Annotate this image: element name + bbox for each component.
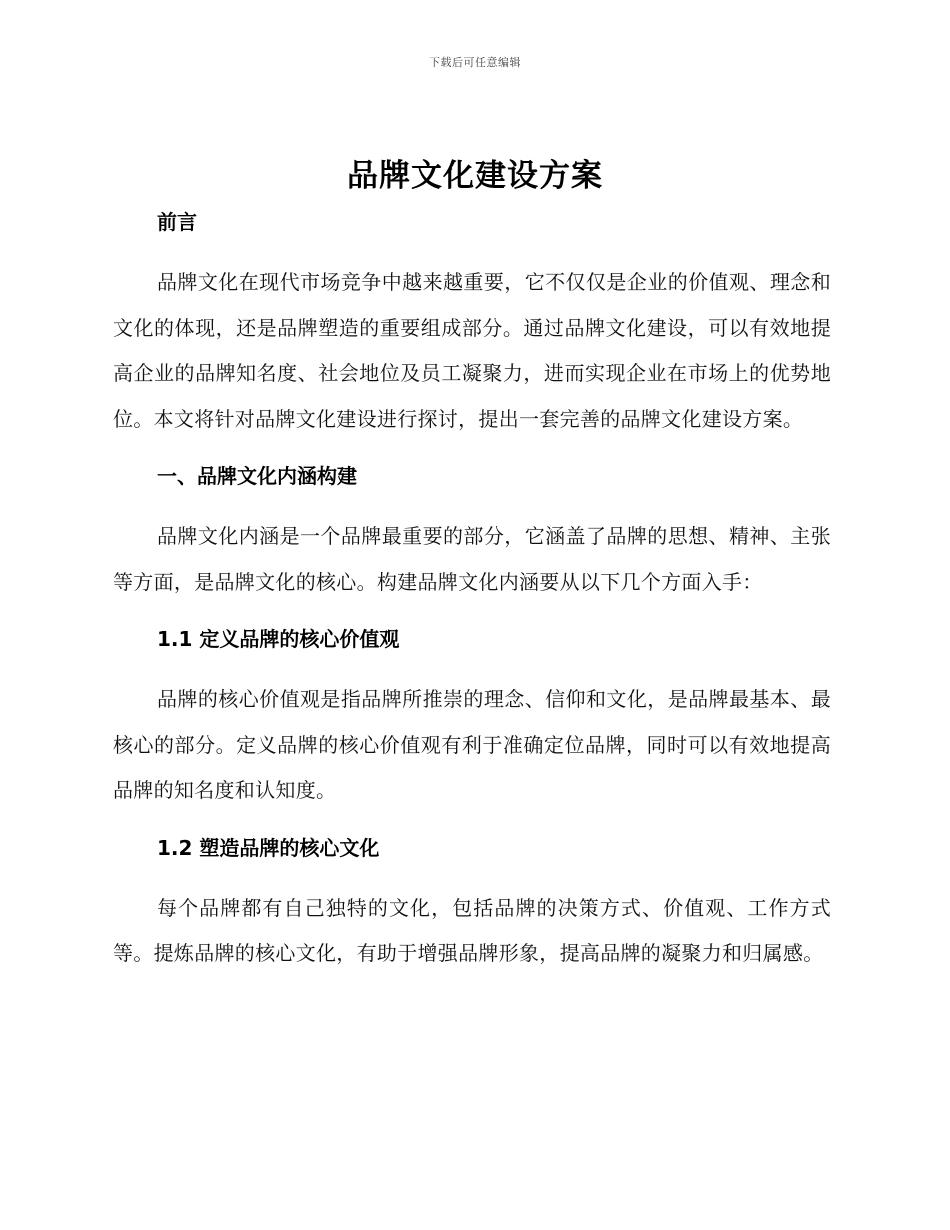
section-paragraph: 每个品牌都有自己独特的文化，包括品牌的决策方式、价值观、工作方式等。提炼品牌的核心文化，有助于增强品牌形象，提高品牌的凝聚力和归属感。 [113,895,831,965]
section-core-culture [113,830,831,977]
section-core-values [113,621,831,830]
section-heading: 前言 [157,210,197,234]
section-heading: 1.1 定义品牌的核心价值观 [157,627,400,651]
section-paragraph: 品牌的核心价值观是指品牌所推崇的理念、信仰和文化，是品牌最基本、最核心的部分。定义品牌的核心价值观有利于准确定位品牌，同时可以有效地提高品牌的知名度和认知度。 [113,687,831,802]
header-note: 下载后可任意编辑 [429,56,521,69]
section-paragraph: 品牌文化内涵是一个品牌最重要的部分，它涵盖了品牌的思想、精神、主张等方面，是品牌文化的核心。构建品牌文化内涵要从以下几个方面入手： [113,524,831,594]
document-title: 品牌文化建设方案 [347,158,603,194]
section-heading: 1.2 塑造品牌的核心文化 [157,835,380,860]
section-brand-culture-connotation [113,458,831,621]
section-heading: 一、品牌文化内涵构建 [157,464,357,488]
section-paragraph: 品牌文化在现代市场竞争中越来越重要，它不仅仅是企业的价值观、理念和文化的体现，还是品牌塑造的重要组成部分。通过品牌文化建设，可以有效地提高企业的品牌知名度、社会地位及员工凝聚力，进而实现企业在市场上的优势地位。本文将针对品牌文化建设进行探讨，提出一套完善的品牌文化建设方案。 [113,270,831,431]
section-preface [113,204,831,458]
document-body [113,204,831,977]
